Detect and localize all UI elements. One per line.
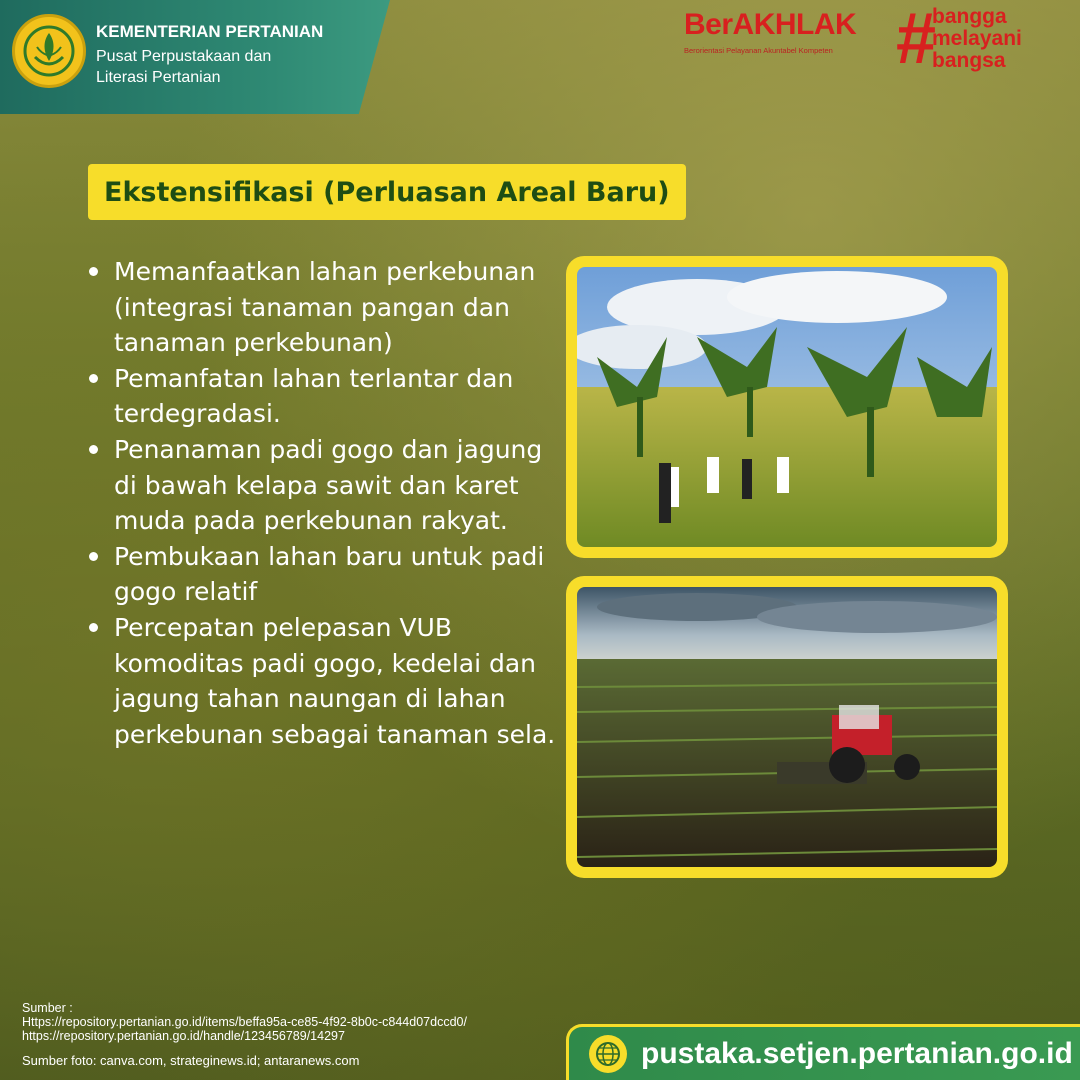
berakhlak-logo <box>684 8 884 64</box>
ministry-logo-icon <box>15 17 83 85</box>
bangga-line3: bangsa <box>932 49 1006 72</box>
ministry-logo <box>12 14 86 88</box>
bangga-melayani-logo <box>932 6 1022 72</box>
website-url[interactable]: pustaka.setjen.pertanian.go.id <box>641 1036 1073 1070</box>
bullet-list <box>86 254 556 752</box>
ministry-subtitle-line2: Literasi Pertanian <box>96 69 221 86</box>
photo-credit: Sumber foto: canva.com, strateginews.id; antaranews.com <box>22 1053 360 1068</box>
tractor-photo <box>577 587 997 867</box>
source-link[interactable]: Https://repository.pertanian.go.id/items/beffa95a-ce85-4f92-8b0c-c844d07dccd0/ <box>22 1015 467 1029</box>
hashtag-mark: # <box>896 0 937 79</box>
sources-label: Sumber : <box>22 1001 73 1015</box>
berakhlak-wordmark: BerAKHLAK <box>684 8 857 41</box>
list-item: Memanfaatkan lahan perkebunan (integrasi tanaman pangan dan tanaman perkebunan) <box>86 254 556 361</box>
ministry-title: KEMENTERIAN PERTANIAN <box>96 22 324 41</box>
list-item: Pemanfatan lahan terlantar dan terdegradasi. <box>86 361 556 432</box>
photo-frame-plantation <box>566 256 1008 558</box>
sources-block <box>22 1001 582 1043</box>
list-item: Penanaman padi gogo dan jagung di bawah kelapa sawit dan karet muda pada perkebunan rakyat. <box>86 432 556 539</box>
www-globe-icon <box>589 1035 627 1073</box>
website-bar[interactable] <box>566 1024 1080 1080</box>
plantation-photo <box>577 267 997 547</box>
bangga-line1: bangga <box>932 5 1007 28</box>
photo-frame-tractor <box>566 576 1008 878</box>
berakhlak-tagline: Berorientasi Pelayanan Akuntabel Kompeten <box>684 46 833 55</box>
source-link[interactable]: https://repository.pertanian.go.id/handle/123456789/14297 <box>22 1029 345 1043</box>
ministry-subtitle <box>96 46 356 88</box>
list-item: Percepatan pelepasan VUB komoditas padi gogo, kedelai dan jagung tahan naungan di lahan perkebunan sebagai tanaman sela. <box>86 610 556 752</box>
list-item: Pembukaan lahan baru untuk padi gogo relatif <box>86 539 556 610</box>
bangga-line2: melayani <box>932 27 1022 50</box>
page-title: Ekstensifikasi (Perluasan Areal Baru) <box>104 176 670 208</box>
title-banner <box>88 164 686 220</box>
ministry-subtitle-line1: Pusat Perpustakaan dan <box>96 48 272 65</box>
tractor-image <box>577 587 997 867</box>
plantation-image <box>577 267 997 547</box>
